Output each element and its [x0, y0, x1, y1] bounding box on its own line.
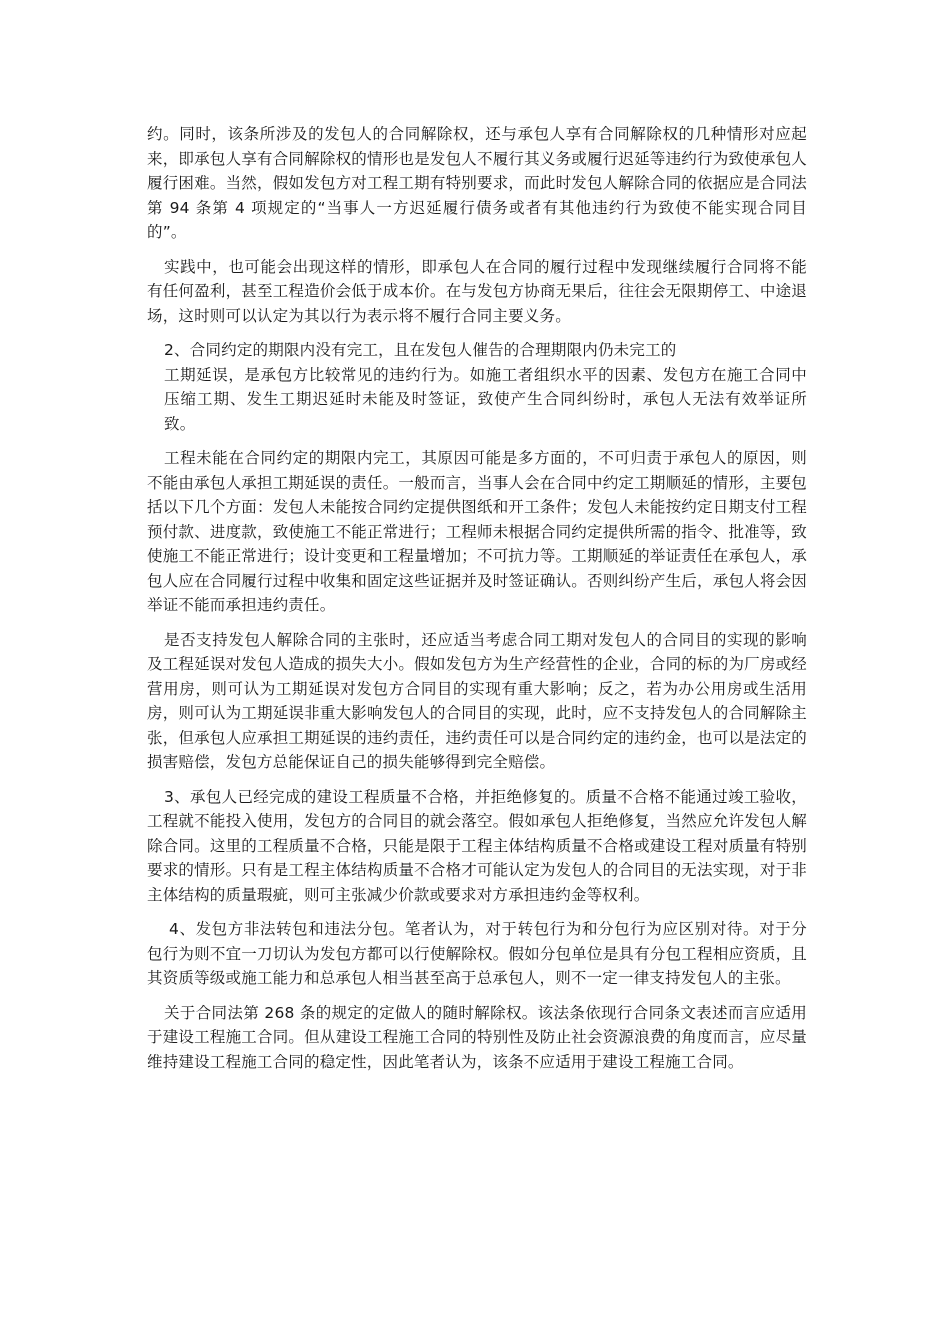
paragraph-delay-causes: 工程未能在合同约定的期限内完工，其原因可能是多方面的，不可归责于承包人的原因，则不能由承包人承担工期延误的责任。一般而言，当事人会在合同中约定工期顺延的情形，主要包括以下几个方面：发包人未能按合同约定提供图纸和开工条件；发包人未能按约定日期支付工程预付款、进度款，致使施工不能正常进行；工程师未根据合同约定提供所需的指令、批准等，致使施工不能正常进行；设计变更和工程量增加；不可抗力等。工期顺延的举证责任在承包人，承包人应在合同履行过程中收集和固定这些证据并及时签证确认。否则纠纷产生后，承包人将会因举证不能而承担违约责任。: [147, 449, 807, 614]
paragraph-contract-termination-continuation: 约。同时，该条所涉及的发包人的合同解除权，还与承包人享有合同解除权的几种情形对应起来，即承包人享有合同解除权的情形也是发包人不履行其义务或履行迟延等违约行为致使承包人履行困难。当然，假如发包方对工程工期有特别要求，而此时发包人解除合同的依据应是合同法第 94 条第 4 项规定的“当事人一方迟延履行债务或者有其他违约行为致使不能实现合同目的”。: [147, 125, 807, 241]
paragraph-termination-consideration: 是否支持发包人解除合同的主张时，还应适当考虑合同工期对发包人的合同目的实现的影响及工程延误对发包人造成的损失大小。假如发包方为生产经营性的企业，合同的标的为厂房或经营用房，则可认为工期延误对发包方合同目的实现有重大影响；反之，若为办公用房或生活用房，则可认为工期延误非重大影响发包人的合同目的实现，此时，应不支持发包人的合同解除主张，但承包人应承担工期延误的违约责任，违约责任可以是合同约定的违约金，也可以是法定的损害赔偿，发包方总能保证自己的损失能够得到完全赔偿。: [147, 630, 807, 771]
paragraph-item-3-quality-failure: 3、承包人已经完成的建设工程质量不合格，并拒绝修复的。质量不合格不能通过竣工验收，工程就不能投入使用，发包方的合同目的就会落空。假如承包人拒绝修复，当然应允许发包人解除合同。这里的工程质量不合格，只能是限于工程主体结构质量不合格或建设工程对质量有特别要求的情形。只有是工程主体结构质量不合格才可能认定为发包人的合同目的无法实现，对于非主体结构的质量瑕疵，则可主张减少价款或要求对方承担违约金等权利。: [147, 787, 807, 904]
paragraph-delay-breach: 工期延误，是承包方比较常见的违约行为。如施工者组织水平的因素、发包方在施工合同中压缩工期、发生工期迟延时未能及时签证，致使产生合同纠纷时，承包人无法有效举证所致。: [164, 365, 807, 433]
paragraph-practice-situation: 实践中，也可能会出现这样的情形，即承包人在合同的履行过程中发现继续履行合同将不能有任何盈利，甚至工程造价会低于成本价。在与发包方协商无果后，往往会无限期停工、中途退场，这时则可以认定为其以行为表示将不履行合同主要义务。: [147, 257, 807, 325]
heading-item-2-overdue-completion: 2、合同约定的期限内没有完工，且在发包人催告的合理期限内仍未完工的: [164, 341, 677, 359]
paragraph-item-4-subcontracting: 4、发包方非法转包和违法分包。笔者认为，对于转包行为和分包行为应区别对待。对于分包行为则不宜一刀切认为发包方都可以行使解除权。假如分包单位是具有分包工程相应资质，且其资质等级或施工能力和总承包人相当甚至高于总承包人，则不一定一律支持发包人的主张。: [147, 920, 807, 987]
document-body: [147, 122, 807, 1084]
paragraph-article-268: 关于合同法第 268 条的规定的定做人的随时解除权。该法条依现行合同条文表述而言应适用于建设工程施工合同。但从建设工程施工合同的特别性及防止社会资源浪费的角度而言，应尽量维持建设工程施工合同的稳定性，因此笔者认为，该条不应适用于建设工程施工合同。: [147, 1003, 807, 1071]
